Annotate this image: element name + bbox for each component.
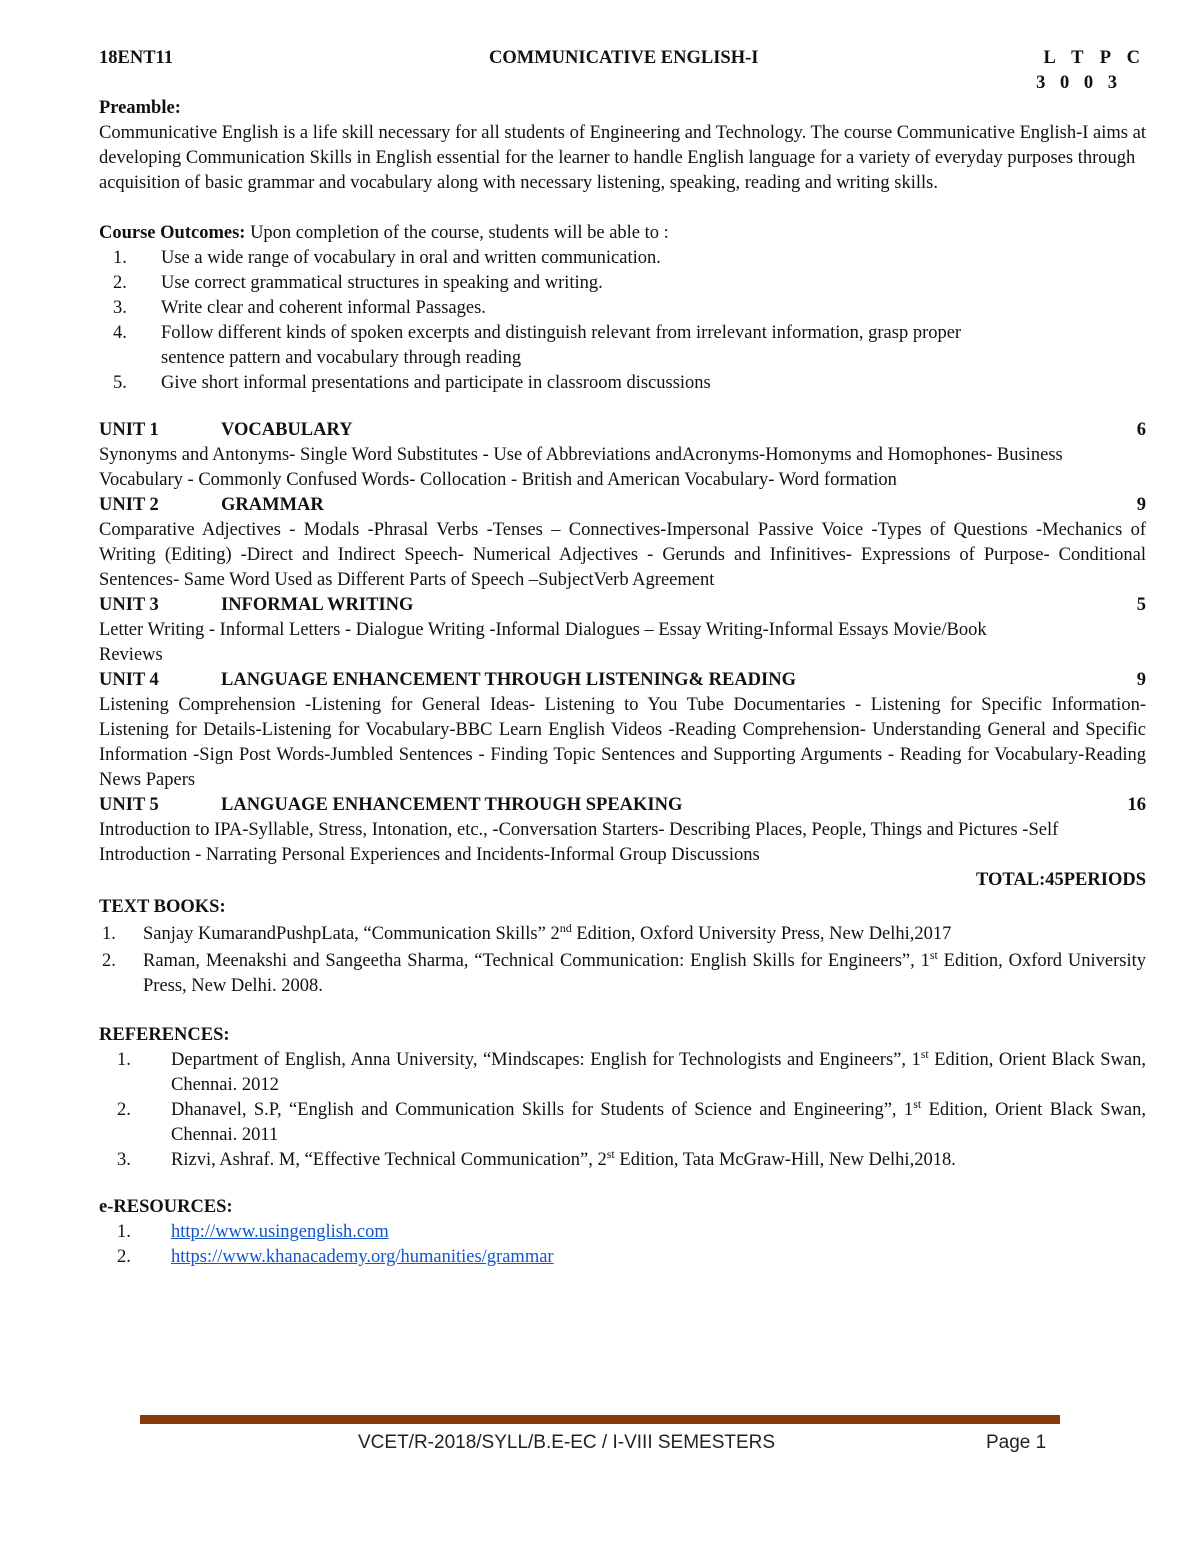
unit-title: INFORMAL WRITING: [221, 595, 414, 615]
course-header: [99, 46, 1146, 71]
unit-hours: 5: [1136, 595, 1146, 615]
item-text: Follow different kinds of spoken excerpts and distinguish relevant from irrelevant information, grasp proper sentence pattern and vocabulary through reading: [161, 323, 962, 368]
ltpc-row: [99, 71, 1146, 96]
footer-divider: [140, 1415, 1060, 1424]
superscript: st: [606, 1146, 615, 1161]
item-number: 3.: [113, 298, 127, 318]
list-item: [99, 371, 1146, 396]
unit-title: LANGUAGE ENHANCEMENT THROUGH LISTENING& READING: [221, 670, 796, 690]
references-heading: REFERENCES:: [99, 1025, 230, 1045]
unit-hours: 9: [1136, 670, 1146, 690]
item-text: [143, 949, 1146, 999]
list-item: [99, 1148, 1146, 1173]
unit-content: Listening Comprehension -Listening for General Ideas- Listening to You Tube Documentaries - Listening for Specific Information- Listening for Details-Listening for Vocabulary-BBC Learn English Videos -Reading Comprehension- Understanding General and Specific Information -Sign Post Words-Jumbled Sentences - Finding Topic Sentences and Supporting Arguments - Reading for Vocabulary-Reading News Papers: [99, 695, 1146, 790]
superscript: st: [929, 947, 938, 962]
item-number: 2.: [117, 1100, 131, 1120]
syllabus-page: [99, 46, 1146, 1270]
list-item: [99, 271, 1146, 296]
list-item: [99, 922, 1146, 947]
unit-label: UNIT 3: [99, 595, 159, 615]
item-text: [143, 922, 1146, 947]
list-item: [99, 246, 1146, 271]
item-text-rest: Edition, Oxford University Press, New Delhi. 2008.: [143, 951, 1146, 996]
total-periods: TOTAL:45PERIODS: [976, 870, 1146, 890]
outcomes-intro-text: Upon completion of the course, students will be able to :: [245, 223, 669, 243]
list-item: [99, 1220, 1146, 1245]
eresources-heading: e-RESOURCES:: [99, 1197, 233, 1217]
eresources-list: [99, 1220, 1146, 1270]
unit-1: [99, 418, 1146, 493]
ltpc-label: L T P C: [1043, 48, 1146, 68]
item-number: 3.: [117, 1150, 131, 1170]
unit-label: UNIT 4: [99, 670, 159, 690]
unit-label: UNIT 5: [99, 795, 159, 815]
item-number: 1.: [113, 248, 127, 268]
item-text: Give short informal presentations and participate in classroom discussions: [161, 373, 711, 393]
item-text-main: Sanjay KumarandPushpLata, “Communication Skills” 2: [143, 924, 560, 944]
ltpc-values: 3 0 0 3: [1036, 73, 1122, 93]
unit-3: [99, 593, 1146, 668]
item-number: 2.: [117, 1247, 131, 1267]
list-item: [99, 296, 1146, 321]
item-text-rest: Edition, Oxford University Press, New Delhi,2017: [571, 924, 952, 944]
outcomes-heading: Course Outcomes:: [99, 223, 246, 243]
item-text-rest: Edition, Tata McGraw-Hill, New Delhi,2018.: [614, 1150, 956, 1170]
unit-content: Introduction to IPA-Syllable, Stress, Intonation, etc., -Conversation Starters- Describing Places, People, Things and Pictures -Self Introduction - Narrating Personal Experiences and Incidents-Informal Group Discussions: [99, 820, 1059, 865]
item-number: 5.: [113, 373, 127, 393]
item-number: 2.: [102, 951, 116, 971]
textbooks-list: [99, 922, 1146, 999]
eresource-link-khanacademy[interactable]: https://www.khanacademy.org/humanities/grammar: [171, 1247, 554, 1267]
unit-title: LANGUAGE ENHANCEMENT THROUGH SPEAKING: [221, 795, 683, 815]
list-item: [99, 1245, 1146, 1270]
item-text: [171, 1048, 1146, 1098]
superscript: nd: [559, 920, 572, 935]
preamble-heading: Preamble:: [99, 98, 181, 118]
course-title: COMMUNICATIVE ENGLISH-I: [489, 48, 759, 68]
unit-content: Synonyms and Antonyms- Single Word Substitutes - Use of Abbreviations andAcronyms-Homonyms and Homophones- Business Vocabulary - Commonly Confused Words- Collocation - British and American Vocabulary- Word formation: [99, 445, 1063, 490]
item-text: [171, 1098, 1146, 1148]
item-text: [171, 1148, 1146, 1173]
unit-content: Letter Writing - Informal Letters - Dialogue Writing -Informal Dialogues – Essay Writing-Informal Essays Movie/Book Reviews: [99, 620, 987, 665]
unit-title: VOCABULARY: [221, 420, 353, 440]
item-number: 1.: [117, 1050, 131, 1070]
textbooks-heading: TEXT BOOKS:: [99, 897, 226, 917]
footer-text: VCET/R-2018/SYLL/B.E-EC / I-VIII SEMESTERS: [358, 1432, 776, 1453]
item-text: Write clear and coherent informal Passages.: [161, 298, 486, 318]
unit-label: UNIT 1: [99, 420, 159, 440]
list-item: [99, 1098, 1146, 1148]
unit-content: Comparative Adjectives - Modals -Phrasal Verbs -Tenses – Connectives-Impersonal Passive Voice -Types of Questions -Mechanics of Writing (Editing) -Direct and Indirect Speech- Numerical Adjectives - Gerunds and Infinitives- Expressions of Purpose- Conditional Sentences- Same Word Used as Different Parts of Speech –SubjectVerb Agreement: [99, 520, 1146, 590]
course-code: 18ENT11: [99, 48, 174, 68]
eresource-link-usingenglish[interactable]: http://www.usingenglish.com: [171, 1222, 389, 1242]
references-list: [99, 1048, 1146, 1173]
unit-label: UNIT 2: [99, 495, 159, 515]
unit-2: [99, 493, 1146, 593]
item-number: 1.: [102, 924, 116, 944]
list-item: [99, 1048, 1146, 1098]
unit-4: [99, 668, 1146, 793]
unit-5: [99, 793, 1146, 868]
unit-hours: 9: [1136, 495, 1146, 515]
item-text-main: Raman, Meenakshi and Sangeetha Sharma, “Technical Communication: English Skills for Engineers”, 1: [143, 951, 930, 971]
item-number: 4.: [113, 323, 127, 343]
list-item: [99, 321, 1146, 371]
unit-hours: 6: [1136, 420, 1146, 440]
item-text-rest: Edition, Orient Black Swan, Chennai. 2011: [171, 1100, 1146, 1145]
item-text-main: Department of English, Anna University, “Mindscapes: English for Technologists and Engineers”, 1: [171, 1050, 921, 1070]
item-number: 2.: [113, 273, 127, 293]
item-text-main: Rizvi, Ashraf. M, “Effective Technical Communication”, 2: [171, 1150, 607, 1170]
superscript: st: [920, 1046, 929, 1061]
unit-title: GRAMMAR: [221, 495, 324, 515]
outcomes-intro: [99, 221, 1146, 246]
superscript: st: [913, 1096, 922, 1111]
page-number: Page 1: [986, 1432, 1047, 1453]
preamble-text: Communicative English is a life skill necessary for all students of Engineering and Technology. The course Communicative English-I aims at developing Communication Skills in English essential for the learner to handle English language for a variety of everyday purposes through acquisition of basic grammar and vocabulary along with necessary listening, speaking, reading and writing skills.: [99, 123, 1146, 193]
item-number: 1.: [117, 1222, 131, 1242]
unit-hours: 16: [1127, 795, 1146, 815]
list-item: [99, 949, 1146, 999]
item-text: Use correct grammatical structures in speaking and writing.: [161, 273, 603, 293]
item-text-main: Dhanavel, S.P, “English and Communication Skills for Students of Science and Engineering”, 1: [171, 1100, 914, 1120]
item-text: Use a wide range of vocabulary in oral and written communication.: [161, 248, 661, 268]
outcomes-list: [99, 246, 1146, 396]
item-text-rest: Edition, Orient Black Swan, Chennai. 2012: [171, 1050, 1146, 1095]
